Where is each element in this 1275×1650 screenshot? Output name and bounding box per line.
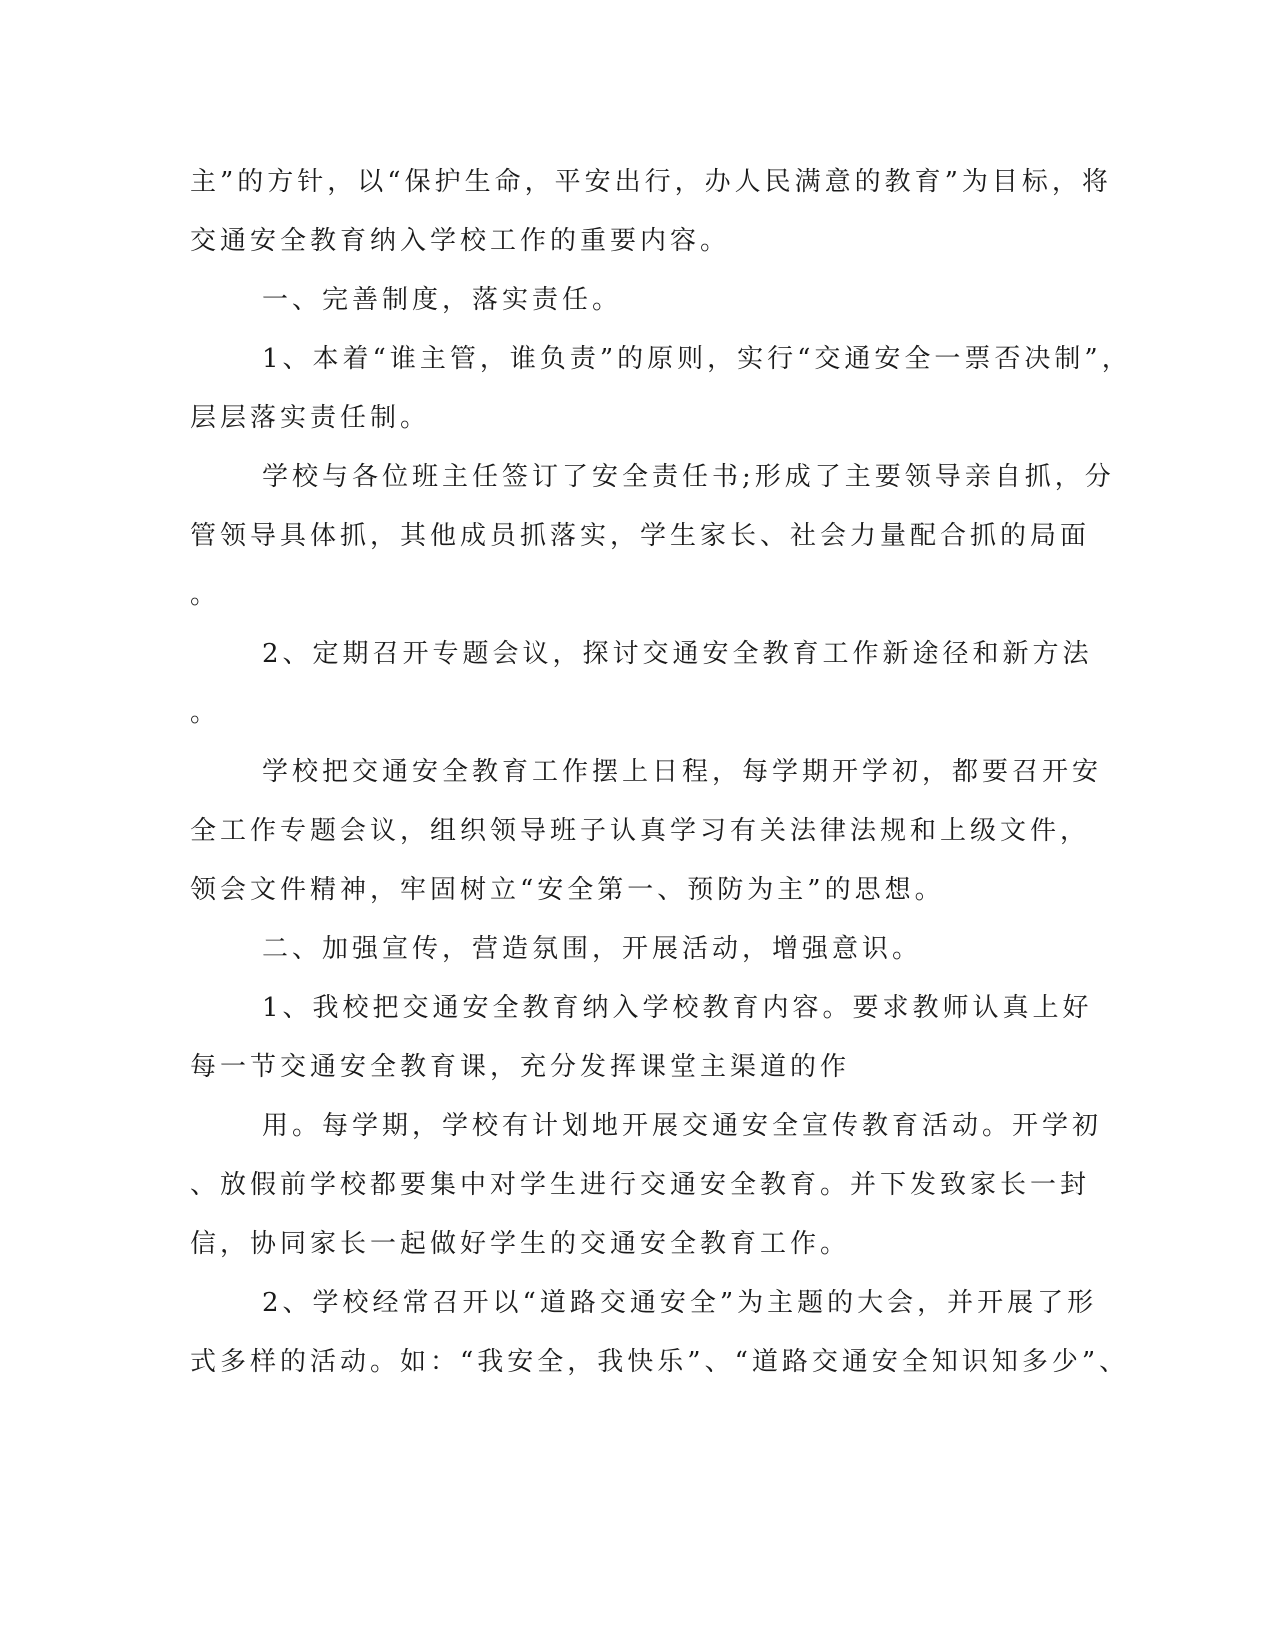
text-line: 。 (190, 698, 221, 728)
section-heading: 一、完善制度，落实责任。 (262, 285, 623, 315)
section-heading: 二、加强宣传，营造氛围，开展活动，增强意识。 (262, 934, 923, 964)
text-line: 层层落实责任制。 (190, 403, 431, 433)
text-line: 信，协同家长一起做好学生的交通安全教育工作。 (190, 1229, 851, 1259)
text-line: 2、学校经常召开以“道路交通安全”为主题的大会，并开展了形 (262, 1288, 1098, 1318)
text-line: 、放假前学校都要集中对学生进行交通安全教育。并下发致家长一封 (190, 1170, 1091, 1200)
text-line: 式多样的活动。如：“我安全，我快乐”、“道路交通安全知识知多少”、 (190, 1347, 1130, 1377)
text-line: 全工作专题会议，组织领导班子认真学习有关法律法规和上级文件， (190, 816, 1091, 846)
text-line: 交通安全教育纳入学校工作的重要内容。 (190, 226, 731, 256)
text-line: 用。每学期，学校有计划地开展交通安全宣传教育活动。开学初 (262, 1111, 1103, 1141)
text-line: 每一节交通安全教育课，充分发挥课堂主渠道的作 (190, 1052, 851, 1082)
text-line: 学校与各位班主任签订了安全责任书;形成了主要领导亲自抓，分 (262, 462, 1115, 492)
text-line: 管领导具体抓，其他成员抓落实，学生家长、社会力量配合抓的局面 (190, 521, 1091, 551)
text-line: 2、定期召开专题会议，探讨交通安全教育工作新途径和新方法 (262, 639, 1093, 669)
text-line: 主”的方针，以“保护生命，平安出行，办人民满意的教育”为目标，将 (190, 167, 1112, 197)
text-line: 学校把交通安全教育工作摆上日程，每学期开学初，都要召开安 (262, 757, 1103, 787)
text-line: 1、本着“谁主管，谁负责”的原则，实行“交通安全一票否决制”， (262, 344, 1132, 374)
text-line: 。 (190, 580, 221, 610)
text-line: 领会文件精神，牢固树立“安全第一、预防为主”的思想。 (190, 875, 945, 905)
text-line: 1、我校把交通安全教育纳入学校教育内容。要求教师认真上好 (262, 993, 1093, 1023)
